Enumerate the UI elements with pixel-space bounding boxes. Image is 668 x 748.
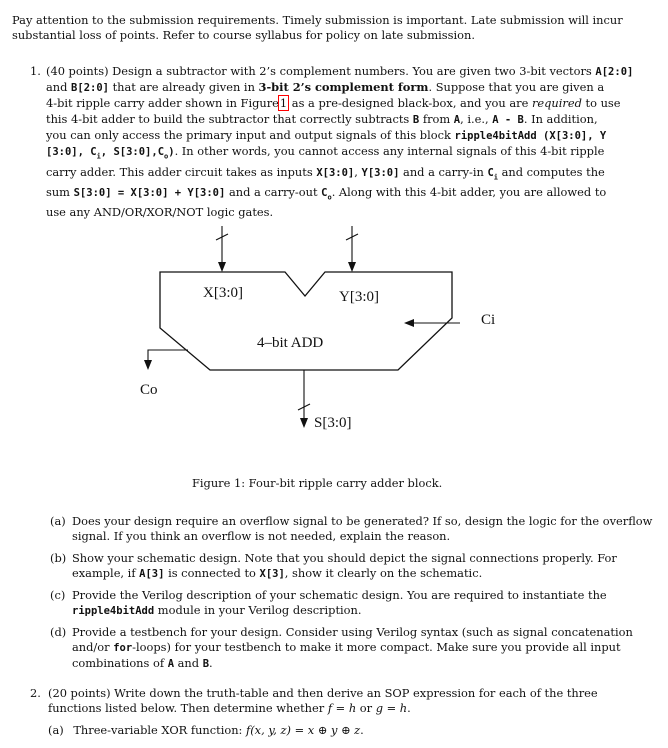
q1-line-8 — [46, 185, 636, 205]
x-input-label: X[3:0] — [203, 285, 243, 301]
part-b-text: is connected to — [164, 566, 260, 581]
part-d-line-1: Provide a testbench for your design. Consider using Verilog syntax (such as signal concatenation — [72, 625, 633, 639]
q1-code: A — [453, 113, 461, 126]
part-b-code: X[3] — [259, 568, 285, 581]
q1-text: (40 points) Design a subtractor with 2’s complement numbers. You are given two 3-bit vectors — [46, 64, 596, 78]
part-b-text: , show it clearly on the schematic. — [284, 566, 483, 581]
q2-part-a-end: . — [360, 723, 364, 737]
q1-text: . In addition, — [523, 111, 598, 126]
q1-code: S[3:0] = X[3:0] + Y[3:0] — [73, 186, 226, 199]
part-c-code: ripple4bitAdd — [72, 605, 155, 618]
part-d-label: (d) — [50, 625, 67, 639]
intro-line-1: Pay attention to the submission requirements. Timely submission is important. Late submission will incur — [12, 13, 623, 27]
carry-in-label: Ci — [481, 312, 496, 328]
q1-text: and a carry-out — [225, 184, 322, 199]
q2-text: functions listed below. Then determine whether — [48, 701, 328, 716]
part-c-line-2 — [72, 603, 640, 619]
q1-text: sum — [46, 184, 74, 199]
q1-text: . In other words, you cannot access any internal signals of this 4-bit ripple — [174, 144, 605, 159]
q1-text: and a carry-in — [399, 164, 488, 179]
part-c-text: module in your Verilog description. — [154, 603, 362, 618]
q1-code: , S[3:0],C — [100, 146, 165, 159]
q1-code: B[2:0] — [71, 82, 109, 95]
part-d-code: A — [167, 658, 175, 671]
part-b-text: example, if — [72, 566, 140, 581]
q1-code: ripple4bitAdd (X[3:0], Y — [454, 129, 607, 142]
q1-text: , i.e., — [460, 111, 493, 126]
part-b-label: (b) — [50, 551, 67, 565]
q2-text: . — [407, 701, 411, 716]
q1-text: carry adder. This adder circuit takes as inputs — [46, 164, 317, 179]
adder-figure — [130, 210, 530, 460]
q1-line-2 — [46, 80, 636, 96]
part-b-line-2 — [72, 566, 640, 582]
carry-in-arrowhead — [404, 319, 414, 327]
carry-out-label: Co — [140, 382, 158, 398]
q1-text: 4-bit ripple carry adder shown in Figure — [46, 96, 279, 111]
q1-code: ) — [168, 146, 175, 159]
q1-code: B — [412, 113, 420, 126]
q2-part-a-text: Three-variable XOR function: — [73, 723, 247, 737]
q2-math: g = h — [375, 701, 408, 716]
question-1 — [30, 64, 636, 221]
part-d-text: and — [174, 656, 203, 671]
q1-code: [3:0], C — [46, 146, 97, 159]
q1-code: Y[3:0] — [361, 166, 400, 179]
q1-line-7 — [46, 165, 636, 185]
q1-text: from — [419, 111, 454, 126]
q1-text: , — [354, 164, 362, 179]
q1-code: A[2:0] — [595, 66, 634, 78]
q1-code: X[3:0] — [316, 166, 355, 179]
part-a-label: (a) — [50, 514, 66, 528]
question-2-number: 2. — [30, 686, 41, 700]
part-d-text: and/or — [72, 640, 114, 655]
x-input-arrowhead — [218, 262, 226, 272]
q1-code: C — [321, 186, 328, 199]
question-1-number: 1. — [30, 64, 41, 78]
q2-line-2 — [48, 701, 636, 716]
q1-text: you can only access the primary input and output signals of this block — [46, 127, 455, 142]
part-b-code: A[3] — [139, 568, 165, 581]
intro-line-2: substantial loss of points. Refer to course syllabus for policy on late submission. — [12, 28, 475, 43]
part-a — [50, 514, 653, 544]
q2-part-a-label: (a) — [48, 723, 64, 737]
q2-text: or — [356, 701, 376, 716]
part-b-line-1: Show your schematic design. Note that you should depict the signal connections properly. For — [72, 551, 617, 565]
carry-out-arrowhead — [144, 360, 152, 370]
part-d-text: combinations of — [72, 656, 168, 671]
q1-text: to use — [581, 96, 621, 111]
part-c-label: (c) — [50, 588, 66, 602]
q1-line-4 — [46, 112, 636, 128]
q1-code: A - B — [492, 113, 524, 126]
part-d-code: for — [113, 642, 133, 655]
question-1-body — [46, 64, 636, 221]
part-c-line-1: Provide the Verilog description of your schematic design. You are required to instantiate the — [72, 588, 607, 602]
part-a-line-2: signal. If you think an overflow is not needed, explain the reason. — [72, 529, 451, 544]
q1-text: . Suppose that you are given a — [428, 80, 605, 95]
sum-output-arrowhead — [300, 418, 308, 428]
q1-code: C — [487, 166, 494, 179]
y-input-label: Y[3:0] — [339, 289, 379, 305]
part-d-text: . — [209, 656, 213, 671]
q1-line-9: use any AND/OR/XOR/NOT logic gates. — [46, 205, 274, 220]
q1-line-6 — [46, 144, 636, 164]
q1-line-1 — [46, 64, 636, 80]
adder-block-label: 4–bit ADD — [257, 335, 324, 351]
part-d — [50, 625, 640, 673]
part-b — [50, 551, 640, 582]
q1-text: . Along with this 4-bit adder, you are allowed to — [331, 184, 607, 199]
sum-output-label: S[3:0] — [314, 415, 352, 431]
part-c — [50, 588, 640, 619]
question-2-part-a — [48, 723, 364, 737]
figure-caption: Figure 1: Four-bit ripple carry adder block. — [192, 476, 443, 490]
q1-code-sub: i — [96, 152, 101, 161]
q1-code-sub: i — [493, 172, 499, 181]
intro-paragraph — [12, 13, 652, 43]
q2-line-1: (20 points) Write down the truth-table and then derive an SOP expression for each of the three — [48, 686, 598, 700]
q2-math: f = h — [327, 701, 357, 716]
q2-part-a-formula: f(x, y, z) = x ⊕ y ⊕ z — [246, 723, 361, 737]
q1-text: and — [46, 80, 72, 95]
part-d-text: -loops) for your testbench to make it more compact. Make sure you provide all input — [132, 640, 621, 655]
carry-out-wire — [148, 350, 188, 362]
q1-italic-text: required — [531, 96, 582, 111]
q1-text: this 4-bit adder to build the subtractor that correctly subtracts — [46, 111, 413, 126]
part-a-line-1: Does your design require an overflow signal to be generated? If so, design the logic for the overflow — [72, 514, 653, 528]
q1-line-3 — [46, 96, 636, 111]
q1-code-sub: o — [327, 193, 332, 202]
question-2 — [30, 686, 636, 716]
q1-code-sub: o — [164, 152, 169, 161]
part-d-line-3 — [72, 656, 640, 672]
q1-text: and computes the — [498, 164, 605, 179]
y-input-arrowhead — [348, 262, 356, 272]
q1-text: as a pre-designed black-box, and you are — [288, 96, 532, 111]
q1-line-5 — [46, 128, 636, 144]
q1-text: that are already given in — [108, 80, 259, 95]
figure-reference-link[interactable]: 1 — [279, 96, 288, 111]
q1-bold-text: 3-bit 2’s complement form — [258, 80, 429, 95]
part-d-code: B — [202, 658, 210, 671]
part-d-line-2 — [72, 640, 640, 656]
